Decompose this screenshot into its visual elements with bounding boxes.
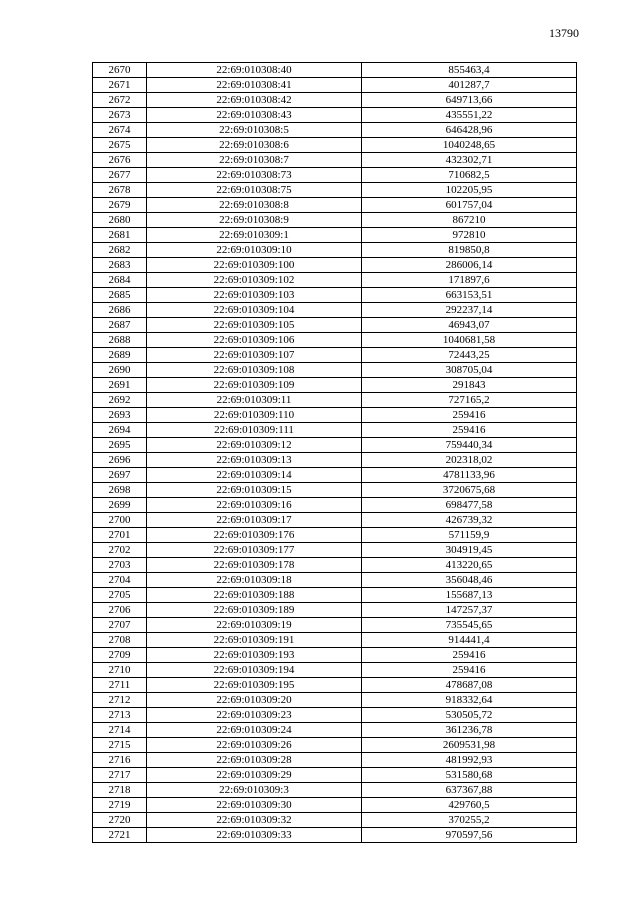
- table-row: [93, 618, 577, 633]
- row-number-cell: 2681: [93, 228, 147, 243]
- cadastral-number-cell: 22:69:010309:105: [147, 318, 362, 333]
- cadastral-value-cell: 918332,64: [362, 693, 577, 708]
- cadastral-value-cell: 147257,37: [362, 603, 577, 618]
- cadastral-value-cell: 571159,9: [362, 528, 577, 543]
- row-number-cell: 2688: [93, 333, 147, 348]
- row-number-cell: 2679: [93, 198, 147, 213]
- table-row: [93, 93, 577, 108]
- table-row: [93, 633, 577, 648]
- cadastral-number-cell: 22:69:010309:1: [147, 228, 362, 243]
- cadastral-value-cell: 1040681,58: [362, 333, 577, 348]
- table-row: [93, 318, 577, 333]
- cadastral-value-cell: 291843: [362, 378, 577, 393]
- table-row: [93, 648, 577, 663]
- table-row: [93, 303, 577, 318]
- cadastral-number-cell: 22:69:010308:43: [147, 108, 362, 123]
- table-row: [93, 738, 577, 753]
- table-row: [93, 168, 577, 183]
- row-number-cell: 2719: [93, 798, 147, 813]
- row-number-cell: 2704: [93, 573, 147, 588]
- row-number-cell: 2686: [93, 303, 147, 318]
- cadastral-number-cell: 22:69:010309:15: [147, 483, 362, 498]
- cadastral-value-cell: 1040248,65: [362, 138, 577, 153]
- table-row: [93, 558, 577, 573]
- row-number-cell: 2703: [93, 558, 147, 573]
- cadastral-value-cell: 819850,8: [362, 243, 577, 258]
- row-number-cell: 2687: [93, 318, 147, 333]
- cadastral-number-cell: 22:69:010309:18: [147, 573, 362, 588]
- cadastral-number-cell: 22:69:010308:41: [147, 78, 362, 93]
- cadastral-number-cell: 22:69:010309:10: [147, 243, 362, 258]
- cadastral-number-cell: 22:69:010308:73: [147, 168, 362, 183]
- table-row: [93, 588, 577, 603]
- table-row: [93, 603, 577, 618]
- cadastral-value-cell: 46943,07: [362, 318, 577, 333]
- row-number-cell: 2721: [93, 828, 147, 843]
- row-number-cell: 2692: [93, 393, 147, 408]
- row-number-cell: 2675: [93, 138, 147, 153]
- table-row: [93, 258, 577, 273]
- row-number-cell: 2683: [93, 258, 147, 273]
- row-number-cell: 2716: [93, 753, 147, 768]
- cadastral-value-cell: 481992,93: [362, 753, 577, 768]
- row-number-cell: 2676: [93, 153, 147, 168]
- table-row: [93, 183, 577, 198]
- cadastral-number-cell: 22:69:010309:14: [147, 468, 362, 483]
- page-number: 13790: [549, 26, 579, 40]
- cadastral-value-cell: 855463,4: [362, 63, 577, 78]
- row-number-cell: 2715: [93, 738, 147, 753]
- table-row: [93, 813, 577, 828]
- cadastral-number-cell: 22:69:010309:30: [147, 798, 362, 813]
- row-number-cell: 2699: [93, 498, 147, 513]
- cadastral-value-cell: 601757,04: [362, 198, 577, 213]
- cadastral-value-cell: 426739,32: [362, 513, 577, 528]
- row-number-cell: 2697: [93, 468, 147, 483]
- row-number-cell: 2680: [93, 213, 147, 228]
- cadastral-number-cell: 22:69:010308:9: [147, 213, 362, 228]
- table-row: [93, 333, 577, 348]
- cadastral-number-cell: 22:69:010308:7: [147, 153, 362, 168]
- cadastral-number-cell: 22:69:010309:3: [147, 783, 362, 798]
- cadastral-number-cell: 22:69:010309:32: [147, 813, 362, 828]
- cadastral-number-cell: 22:69:010309:33: [147, 828, 362, 843]
- table-body: [93, 63, 577, 843]
- cadastral-value-cell: 637367,88: [362, 783, 577, 798]
- cadastral-value-cell: 710682,5: [362, 168, 577, 183]
- row-number-cell: 2707: [93, 618, 147, 633]
- cadastral-value-cell: 735545,65: [362, 618, 577, 633]
- row-number-cell: 2690: [93, 363, 147, 378]
- cadastral-value-cell: 202318,02: [362, 453, 577, 468]
- table-row: [93, 498, 577, 513]
- table-row: [93, 513, 577, 528]
- table-row: [93, 828, 577, 843]
- cadastral-value-cell: 401287,7: [362, 78, 577, 93]
- row-number-cell: 2698: [93, 483, 147, 498]
- row-number-cell: 2700: [93, 513, 147, 528]
- table-row: [93, 663, 577, 678]
- table-row: [93, 273, 577, 288]
- table-row: [93, 678, 577, 693]
- table-row: [93, 723, 577, 738]
- cadastral-number-cell: 22:69:010309:189: [147, 603, 362, 618]
- row-number-cell: 2709: [93, 648, 147, 663]
- row-number-cell: 2672: [93, 93, 147, 108]
- cadastral-value-cell: 292237,14: [362, 303, 577, 318]
- cadastral-number-cell: 22:69:010309:104: [147, 303, 362, 318]
- cadastral-number-cell: 22:69:010309:11: [147, 393, 362, 408]
- table-row: [93, 423, 577, 438]
- row-number-cell: 2713: [93, 708, 147, 723]
- table-row: [93, 393, 577, 408]
- cadastral-number-cell: 22:69:010308:40: [147, 63, 362, 78]
- row-number-cell: 2694: [93, 423, 147, 438]
- cadastral-value-cell: 972810: [362, 228, 577, 243]
- cadastral-value-cell: 3720675,68: [362, 483, 577, 498]
- cadastral-number-cell: 22:69:010309:109: [147, 378, 362, 393]
- cadastral-value-cell: 646428,96: [362, 123, 577, 138]
- table-row: [93, 573, 577, 588]
- table-row: [93, 468, 577, 483]
- cadastral-number-cell: 22:69:010308:75: [147, 183, 362, 198]
- cadastral-number-cell: 22:69:010309:20: [147, 693, 362, 708]
- cadastral-value-cell: 304919,45: [362, 543, 577, 558]
- cadastral-number-cell: 22:69:010309:102: [147, 273, 362, 288]
- table-row: [93, 213, 577, 228]
- row-number-cell: 2718: [93, 783, 147, 798]
- cadastral-value-table: [92, 62, 577, 843]
- row-number-cell: 2695: [93, 438, 147, 453]
- row-number-cell: 2720: [93, 813, 147, 828]
- cadastral-number-cell: 22:69:010309:28: [147, 753, 362, 768]
- row-number-cell: 2702: [93, 543, 147, 558]
- cadastral-value-cell: 361236,78: [362, 723, 577, 738]
- cadastral-number-cell: 22:69:010309:19: [147, 618, 362, 633]
- table-row: [93, 228, 577, 243]
- row-number-cell: 2717: [93, 768, 147, 783]
- cadastral-value-cell: 102205,95: [362, 183, 577, 198]
- cadastral-number-cell: 22:69:010309:191: [147, 633, 362, 648]
- row-number-cell: 2701: [93, 528, 147, 543]
- table-row: [93, 138, 577, 153]
- row-number-cell: 2682: [93, 243, 147, 258]
- table-row: [93, 63, 577, 78]
- table-row: [93, 348, 577, 363]
- cadastral-value-cell: 867210: [362, 213, 577, 228]
- table-row: [93, 288, 577, 303]
- cadastral-value-cell: 435551,22: [362, 108, 577, 123]
- row-number-cell: 2685: [93, 288, 147, 303]
- cadastral-number-cell: 22:69:010309:24: [147, 723, 362, 738]
- cadastral-value-cell: 727165,2: [362, 393, 577, 408]
- row-number-cell: 2677: [93, 168, 147, 183]
- row-number-cell: 2689: [93, 348, 147, 363]
- cadastral-value-cell: 155687,13: [362, 588, 577, 603]
- cadastral-value-cell: 370255,2: [362, 813, 577, 828]
- row-number-cell: 2710: [93, 663, 147, 678]
- row-number-cell: 2671: [93, 78, 147, 93]
- cadastral-number-cell: 22:69:010308:42: [147, 93, 362, 108]
- table-row: [93, 693, 577, 708]
- cadastral-number-cell: 22:69:010309:176: [147, 528, 362, 543]
- cadastral-value-cell: 259416: [362, 663, 577, 678]
- row-number-cell: 2705: [93, 588, 147, 603]
- table-row: [93, 753, 577, 768]
- cadastral-number-cell: 22:69:010309:177: [147, 543, 362, 558]
- cadastral-value-cell: 432302,71: [362, 153, 577, 168]
- cadastral-value-cell: 72443,25: [362, 348, 577, 363]
- cadastral-number-cell: 22:69:010308:5: [147, 123, 362, 138]
- cadastral-value-cell: 4781133,96: [362, 468, 577, 483]
- row-number-cell: 2706: [93, 603, 147, 618]
- cadastral-number-cell: 22:69:010309:188: [147, 588, 362, 603]
- cadastral-value-cell: 259416: [362, 408, 577, 423]
- table-row: [93, 798, 577, 813]
- table-row: [93, 123, 577, 138]
- row-number-cell: 2678: [93, 183, 147, 198]
- cadastral-number-cell: 22:69:010309:195: [147, 678, 362, 693]
- row-number-cell: 2696: [93, 453, 147, 468]
- row-number-cell: 2684: [93, 273, 147, 288]
- cadastral-value-cell: 413220,65: [362, 558, 577, 573]
- cadastral-number-cell: 22:69:010309:108: [147, 363, 362, 378]
- row-number-cell: 2693: [93, 408, 147, 423]
- cadastral-number-cell: 22:69:010309:107: [147, 348, 362, 363]
- cadastral-number-cell: 22:69:010309:178: [147, 558, 362, 573]
- table-row: [93, 708, 577, 723]
- cadastral-value-cell: 356048,46: [362, 573, 577, 588]
- cadastral-number-cell: 22:69:010309:29: [147, 768, 362, 783]
- row-number-cell: 2670: [93, 63, 147, 78]
- cadastral-number-cell: 22:69:010309:13: [147, 453, 362, 468]
- cadastral-value-cell: 308705,04: [362, 363, 577, 378]
- cadastral-number-cell: 22:69:010308:8: [147, 198, 362, 213]
- table-row: [93, 528, 577, 543]
- cadastral-value-cell: 531580,68: [362, 768, 577, 783]
- table-row: [93, 363, 577, 378]
- cadastral-number-cell: 22:69:010309:110: [147, 408, 362, 423]
- cadastral-value-cell: 649713,66: [362, 93, 577, 108]
- cadastral-number-cell: 22:69:010309:17: [147, 513, 362, 528]
- cadastral-value-cell: 171897,6: [362, 273, 577, 288]
- cadastral-number-cell: 22:69:010309:106: [147, 333, 362, 348]
- table-row: [93, 198, 577, 213]
- table-row: [93, 378, 577, 393]
- table-row: [93, 783, 577, 798]
- cadastral-value-cell: 970597,56: [362, 828, 577, 843]
- cadastral-number-cell: 22:69:010309:111: [147, 423, 362, 438]
- row-number-cell: 2711: [93, 678, 147, 693]
- cadastral-number-cell: 22:69:010309:16: [147, 498, 362, 513]
- cadastral-value-cell: 530505,72: [362, 708, 577, 723]
- table-row: [93, 483, 577, 498]
- table-row: [93, 108, 577, 123]
- cadastral-value-cell: 663153,51: [362, 288, 577, 303]
- row-number-cell: 2708: [93, 633, 147, 648]
- table-row: [93, 243, 577, 258]
- row-number-cell: 2691: [93, 378, 147, 393]
- cadastral-value-cell: 2609531,98: [362, 738, 577, 753]
- cadastral-number-cell: 22:69:010309:100: [147, 258, 362, 273]
- cadastral-number-cell: 22:69:010308:6: [147, 138, 362, 153]
- table-row: [93, 78, 577, 93]
- cadastral-value-cell: 429760,5: [362, 798, 577, 813]
- table-row: [93, 453, 577, 468]
- cadastral-value-cell: 759440,34: [362, 438, 577, 453]
- cadastral-value-cell: 259416: [362, 648, 577, 663]
- cadastral-number-cell: 22:69:010309:103: [147, 288, 362, 303]
- cadastral-value-cell: 259416: [362, 423, 577, 438]
- cadastral-value-cell: 286006,14: [362, 258, 577, 273]
- table-row: [93, 408, 577, 423]
- cadastral-number-cell: 22:69:010309:23: [147, 708, 362, 723]
- table-row: [93, 543, 577, 558]
- cadastral-value-cell: 478687,08: [362, 678, 577, 693]
- cadastral-value-cell: 698477,58: [362, 498, 577, 513]
- cadastral-number-cell: 22:69:010309:26: [147, 738, 362, 753]
- cadastral-number-cell: 22:69:010309:194: [147, 663, 362, 678]
- row-number-cell: 2712: [93, 693, 147, 708]
- cadastral-number-cell: 22:69:010309:193: [147, 648, 362, 663]
- row-number-cell: 2674: [93, 123, 147, 138]
- cadastral-number-cell: 22:69:010309:12: [147, 438, 362, 453]
- row-number-cell: 2673: [93, 108, 147, 123]
- table-row: [93, 438, 577, 453]
- table-row: [93, 153, 577, 168]
- row-number-cell: 2714: [93, 723, 147, 738]
- cadastral-value-cell: 914441,4: [362, 633, 577, 648]
- table-row: [93, 768, 577, 783]
